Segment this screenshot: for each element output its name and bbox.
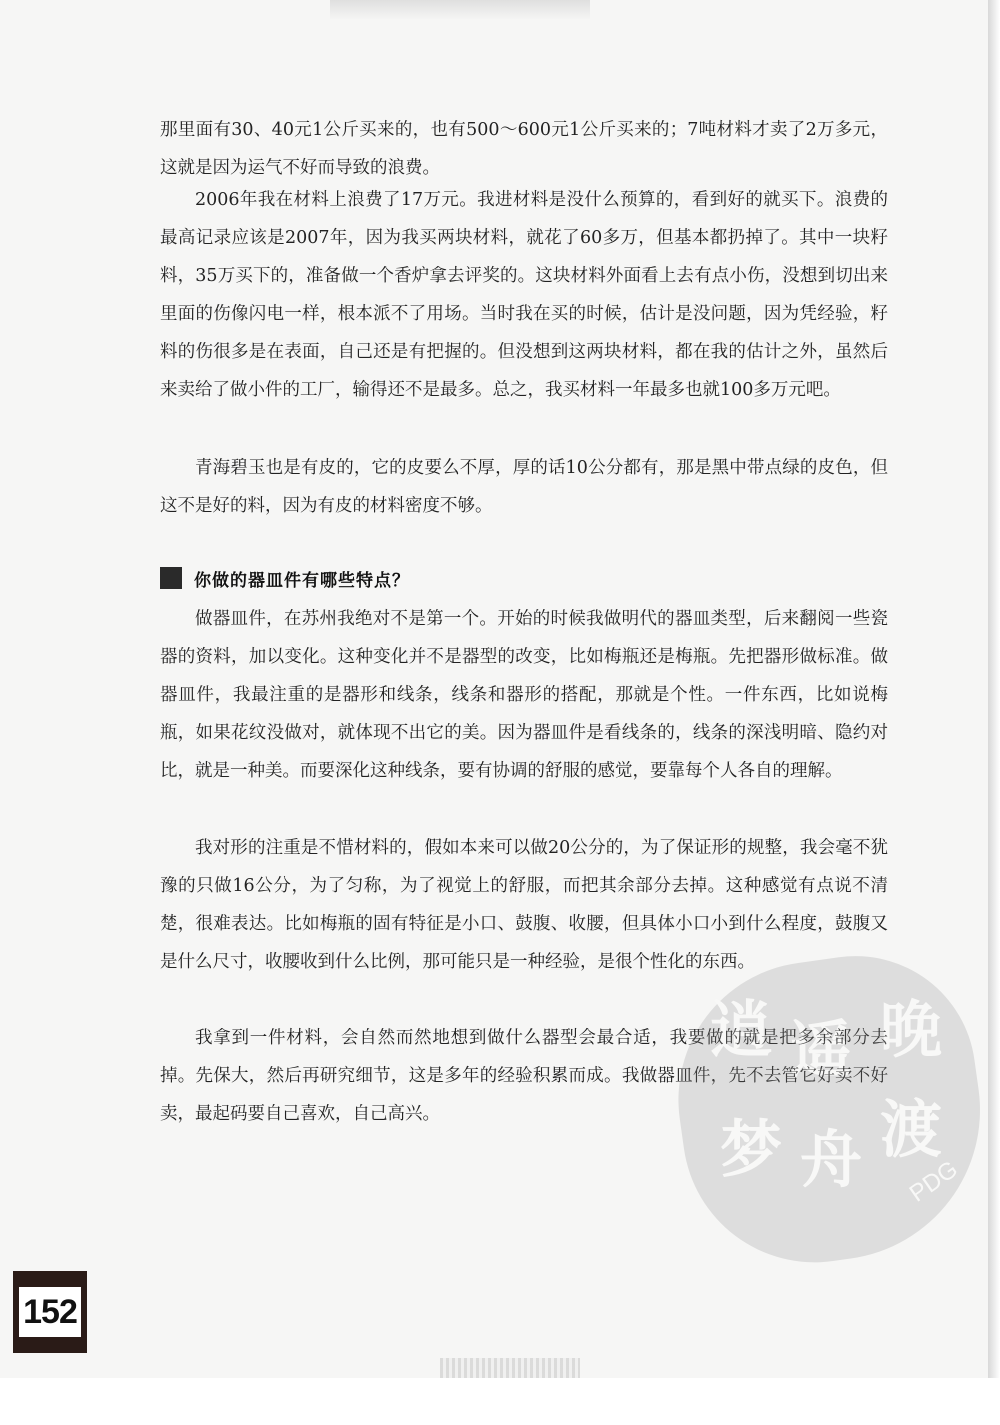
seal-char: 舟 (800, 1123, 863, 1196)
seal-char: 渡 (880, 1093, 943, 1166)
scan-shadow-top (330, 0, 590, 20)
paragraph-3: 青海碧玉也是有皮的，它的皮要么不厚，厚的话10公分都有，那是黑中带点绿的皮色，但这不是好的料，因为有皮的材料密度不够。 (160, 458, 888, 516)
seal-char: 梦 (720, 1113, 783, 1186)
section-paragraph-3: 我拿到一件材料，会自然而然地想到做什么器型会最合适，我要做的就是把多余部分去掉。先保大，然后再研究细节，这是多年的经验积累而成。我做器皿件，先不去管它好卖不好卖，最起码要自己喜欢，自己高兴。 (160, 1028, 888, 1124)
paragraph-2: 2006年我在材料上浪费了17万元。我进材料是没什么预算的，看到好的就买下。浪费的最高记录应该是2007年，因为我买两块材料，就花了60多万，但基本都扔掉了。其中一块籽料，35万买下的，准备做一个香炉拿去评奖的。这块材料外面看上去有点小伤，没想到切出来里面的伤像闪电一样，根本派不了用场。当时我在买的时候，估计是没问题，因为凭经验，籽料的伤很多是在表面，自己还是有把握的。但没想到这两块材料，都在我的估计之外，虽然后来卖给了做小件的工厂，输得还不是最多。总之，我买材料一年最多也就100多万元吧。 (160, 190, 888, 400)
seal-char: 遥 (790, 1013, 853, 1086)
section-paragraph-1: 做器皿件，在苏州我绝对不是第一个。开始的时候我做明代的器皿类型，后来翻阅一些瓷器的资料，加以变化。这种变化并不是器型的改变，比如梅瓶还是梅瓶。先把器形做标准。做器皿件，我最注重的是器形和线条，线条和器形的搭配，那就是个性。一件东西，比如说梅瓶，如果花纹没做对，就体现不出它的美。因为器皿件是看线条的，线条的深浅明暗、隐约对比，就是一种美。而要深化这种线条，要有协调的舒服的感觉，要靠每个人各自的理解。 (160, 609, 888, 781)
section-paragraph-2: 我对形的注重是不惜材料的，假如本来可以做20公分的，为了保证形的规整，我会毫不犹豫的只做16公分，为了匀称，为了视觉上的舒服，而把其余部分去掉。这种感觉有点说不清楚，很难表达。比如梅瓶的固有特征是小口、鼓腹、收腰，但具体小口小到什么程度，鼓腹又是什么尺寸，收腰收到什么比例，那可能只是一种经验，是很个性化的东西。 (160, 838, 888, 972)
watermark-label: PDG (904, 1155, 963, 1208)
seal-char: 逍 (710, 993, 773, 1066)
section-heading (160, 563, 410, 593)
page-edge-right (988, 0, 1000, 1425)
page-number-box (13, 1271, 87, 1353)
page-edge-bottom (0, 1378, 1000, 1425)
paragraph-1: 那里面有30、40元1公斤买来的，也有500～600元1公斤买来的；7吨材料才卖了2万多元，这就是因为运气不好而导致的浪费。 (160, 120, 888, 178)
heading-marker-icon (160, 567, 182, 589)
seal-char: 晚 (880, 993, 943, 1066)
page-number: 152 (19, 1287, 81, 1337)
scan-shadow-bottom (440, 1358, 580, 1378)
section-heading-text: 你做的器皿件有哪些特点？ (194, 570, 410, 591)
